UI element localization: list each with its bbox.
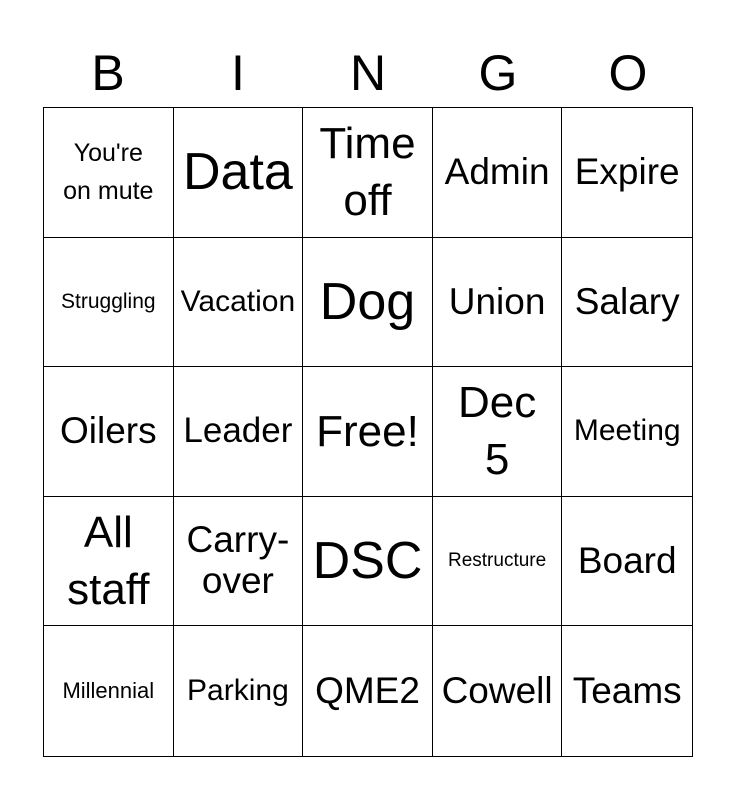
bingo-cell[interactable]: [562, 626, 692, 756]
bingo-cell[interactable]: [174, 108, 304, 238]
bingo-cell[interactable]: [303, 108, 433, 238]
bingo-cell[interactable]: [303, 626, 433, 756]
header-letter-g: G: [478, 45, 518, 101]
bingo-cell[interactable]: [562, 497, 692, 627]
header-letter-o: O: [608, 45, 648, 101]
bingo-board: [43, 107, 693, 757]
cell-label: Admin: [444, 150, 550, 192]
cell-label: Oilers: [59, 410, 157, 452]
cell-label: Vacation: [180, 284, 296, 318]
cell-label: Free!: [316, 406, 419, 456]
bingo-cell[interactable]: [433, 367, 563, 497]
header-letter-b: B: [91, 45, 125, 101]
cell-label: Data: [182, 143, 293, 202]
cell-label: Board: [577, 539, 677, 581]
cell-label: Dog: [319, 272, 416, 331]
cell-label: Restructure: [447, 549, 547, 571]
bingo-cell[interactable]: [433, 238, 563, 368]
cell-label: Parking: [187, 674, 289, 708]
cell-label: Dec 5: [457, 378, 537, 485]
cell-label: Struggling: [61, 290, 156, 314]
bingo-cell[interactable]: [174, 367, 304, 497]
cell-label: Cowell: [441, 669, 553, 711]
cell-label: All staff: [67, 507, 150, 615]
bingo-cell[interactable]: [303, 238, 433, 368]
cell-label: Expire: [574, 150, 680, 192]
bingo-cell[interactable]: [44, 367, 174, 497]
bingo-cell[interactable]: [44, 238, 174, 368]
header-letter-n: N: [349, 45, 387, 101]
cell-label: Carry-over: [186, 519, 290, 602]
bingo-cell[interactable]: [44, 108, 174, 238]
cell-label: You're on mute: [63, 138, 154, 206]
bingo-cell[interactable]: [433, 497, 563, 627]
bingo-cell[interactable]: [562, 367, 692, 497]
cell-label: DSC: [312, 531, 423, 590]
bingo-cell[interactable]: [174, 626, 304, 756]
bingo-cell[interactable]: [174, 238, 304, 368]
header-letter-i: I: [231, 45, 245, 101]
bingo-cell[interactable]: [303, 367, 433, 497]
cell-label: Union: [448, 280, 546, 322]
bingo-cell[interactable]: [433, 108, 563, 238]
bingo-cell[interactable]: [44, 626, 174, 756]
cell-label: Meeting: [573, 414, 681, 448]
bingo-cell[interactable]: [433, 626, 563, 756]
bingo-cell[interactable]: [562, 108, 692, 238]
bingo-cell[interactable]: [562, 238, 692, 368]
bingo-cell[interactable]: [44, 497, 174, 627]
cell-label: Leader: [183, 411, 293, 451]
cell-label: Teams: [572, 669, 682, 711]
cell-label: Time off: [319, 119, 416, 226]
bingo-header: [43, 40, 693, 106]
cell-label: Salary: [574, 280, 680, 322]
cell-label: QME2: [315, 669, 420, 711]
cell-label: Millennial: [62, 678, 155, 703]
bingo-cell[interactable]: [303, 497, 433, 627]
bingo-cell[interactable]: [174, 497, 304, 627]
